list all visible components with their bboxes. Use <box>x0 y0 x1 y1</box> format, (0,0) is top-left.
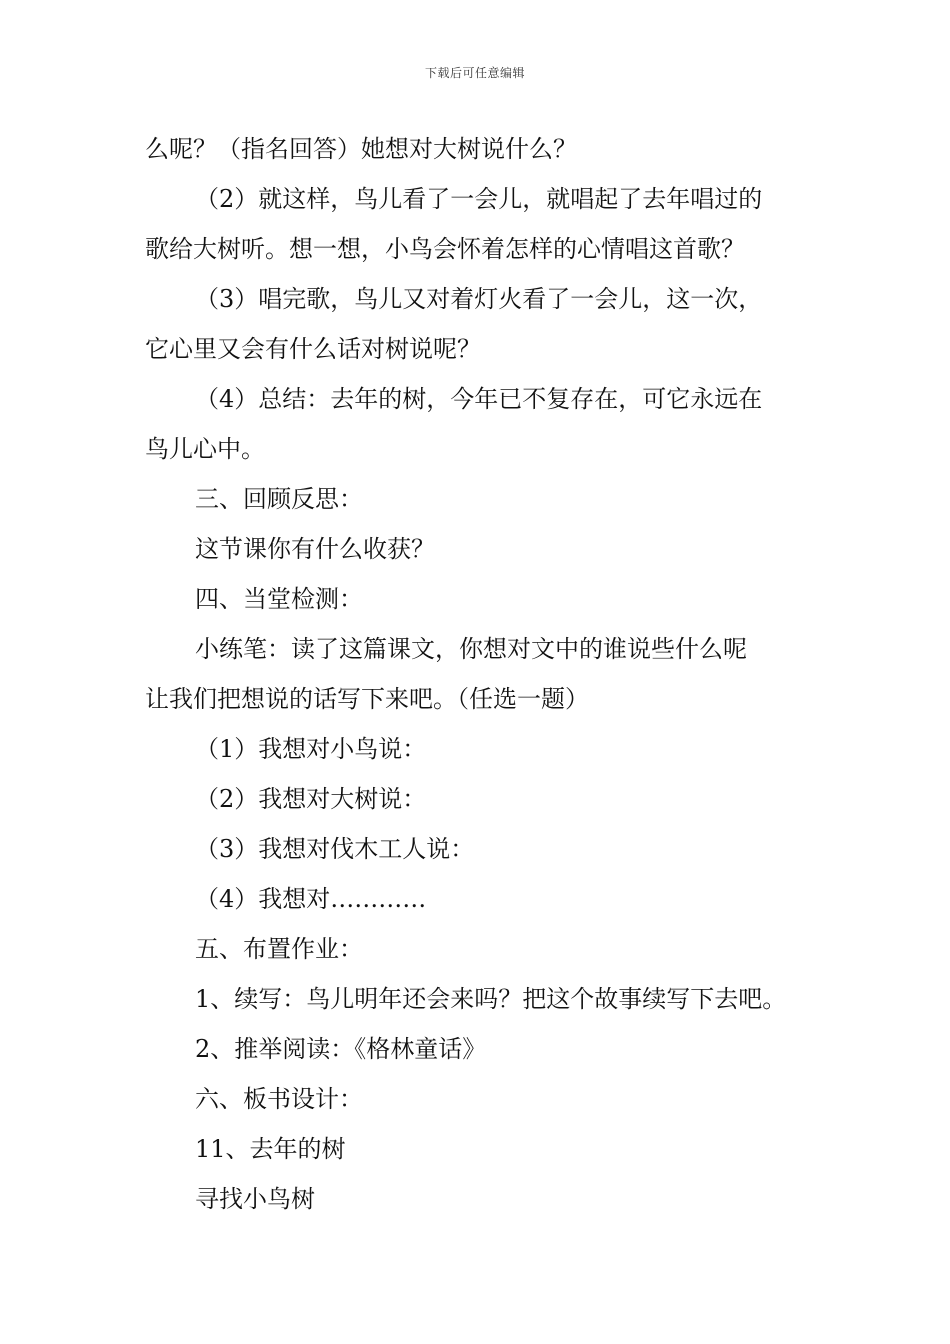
text-line: 小练笔：读了这篇课文，你想对文中的谁说些什么呢 <box>195 635 747 663</box>
text-line: 让我们把想说的话写下来吧。（任选一题） <box>145 685 589 713</box>
page-header: 下载后可任意编辑 <box>424 66 525 80</box>
text-line: 么呢？（指名回答）她想对大树说什么？ <box>145 135 577 163</box>
list-item: （1）我想对小鸟说： <box>195 735 427 763</box>
text-line: 11、去年的树 <box>195 1135 346 1163</box>
text-line: 鸟儿心中。 <box>145 435 265 463</box>
text-line: 它心里又会有什么话对树说呢？ <box>145 335 481 363</box>
section-heading: 五、布置作业： <box>195 935 363 963</box>
text-line: 歌给大树听。想一想，小鸟会怀着怎样的心情唱这首歌？ <box>145 235 745 263</box>
document-body <box>145 124 815 1224</box>
list-item: （4）我想对………… <box>195 885 427 913</box>
text-line: （4）总结：去年的树，今年已不复存在，可它永远在 <box>195 385 763 413</box>
text-line: 这节课你有什么收获？ <box>195 535 435 563</box>
list-item: （3）我想对伐木工人说： <box>195 835 475 863</box>
section-heading: 四、当堂检测： <box>195 585 363 613</box>
text-line: （2）就这样，鸟儿看了一会儿，就唱起了去年唱过的 <box>195 185 763 213</box>
text-line: （3）唱完歌，鸟儿又对着灯火看了一会儿，这一次， <box>195 285 763 313</box>
list-item: （2）我想对大树说： <box>195 785 427 813</box>
section-heading: 三、回顾反思： <box>195 485 363 513</box>
text-line: 寻找小鸟树 <box>195 1185 315 1213</box>
list-item: 2、推举阅读：《格林童话》 <box>195 1035 487 1063</box>
list-item: 1、续写：鸟儿明年还会来吗？把这个故事续写下去吧。 <box>195 985 787 1013</box>
section-heading: 六、板书设计： <box>195 1085 363 1113</box>
